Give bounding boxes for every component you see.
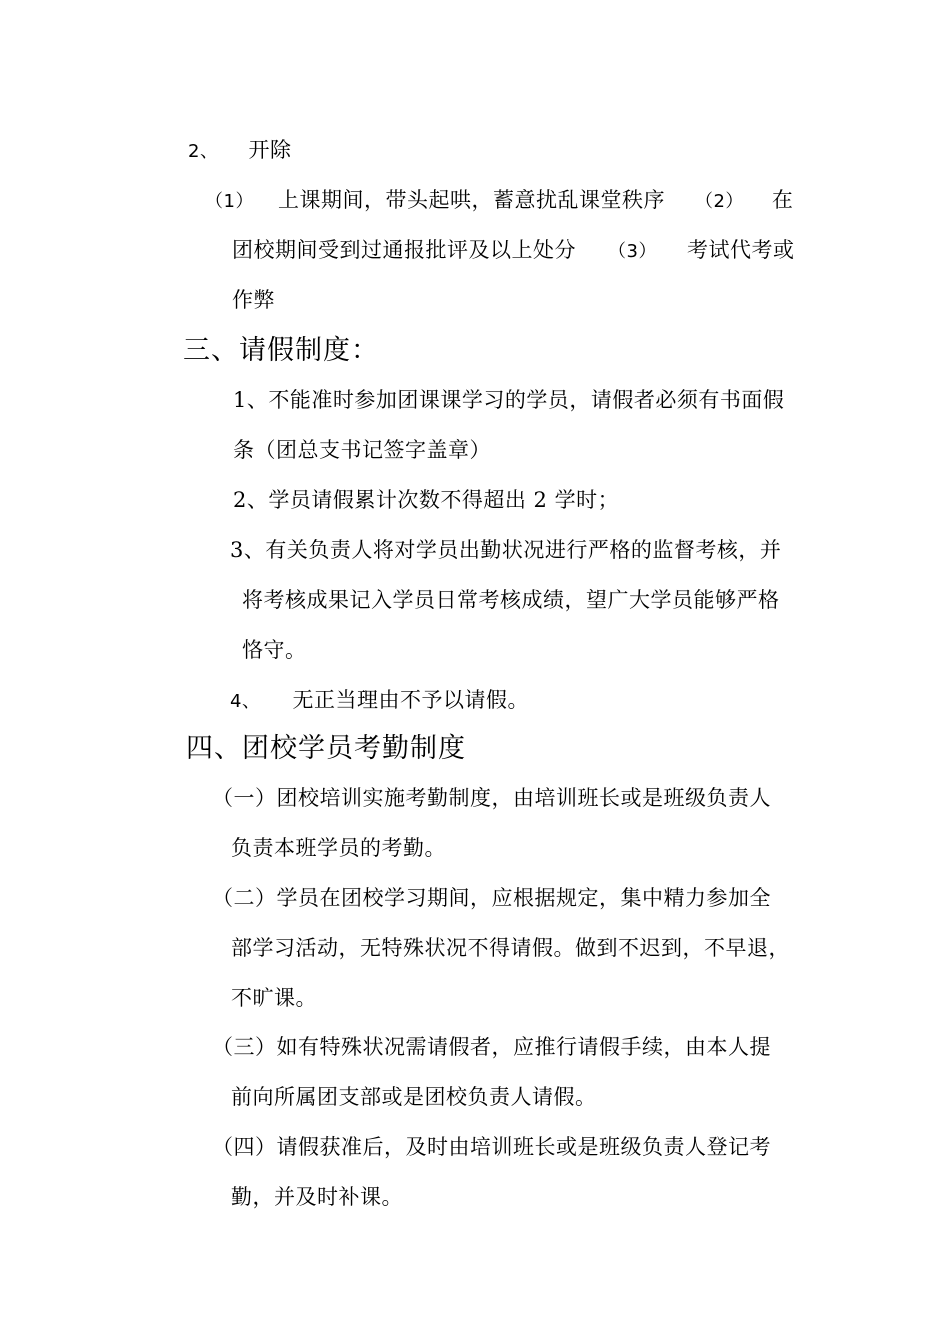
reason-1-number: （1） — [205, 191, 254, 212]
attendance-item-3-line-1: （三）如有特殊状况需请假者，应推行请假手续，由本人提 — [212, 1035, 771, 1059]
leave-item-1-line-1: 1、不能准时参加团课课学习的学员，请假者必须有书面假 — [233, 388, 785, 412]
item-2-title: 开除 — [248, 138, 292, 162]
attendance-item-4-line-2: 勤，并及时补课。 — [231, 1185, 403, 1209]
reason-2-number: （2） — [694, 191, 744, 212]
leave-item-3-line-2: 将考核成果记入学员日常考核成绩，望广大学员能够严格 — [242, 588, 780, 612]
item-2-heading — [188, 136, 291, 166]
leave-item-4-text: 无正当理由不予以请假。 — [292, 688, 529, 712]
expel-reasons-line-3 — [232, 286, 275, 314]
section-3-heading: 三、请假制度： — [183, 335, 379, 366]
reason-1-text: 上课期间，带头起哄，蓄意扰乱课堂秩序 — [277, 188, 665, 212]
attendance-item-1-line-2: 负责本班学员的考勤。 — [231, 836, 446, 860]
attendance-item-4-line-1: （四）请假获准后，及时由培训班长或是班级负责人登记考 — [212, 1135, 771, 1159]
leave-item-4 — [230, 686, 529, 716]
expel-reasons-line-2 — [232, 236, 794, 266]
reason-2-text-start: 在 — [771, 188, 794, 212]
leave-item-2: 2、学员请假累计次数不得超出 2 学时； — [233, 488, 620, 512]
reason-2-text-end: 团校期间受到过通报批评及以上处分 — [232, 238, 576, 262]
attendance-item-1-line-1: （一）团校培训实施考勤制度，由培训班长或是班级负责人 — [212, 786, 771, 810]
leave-item-4-number: 4、 — [230, 691, 261, 712]
attendance-item-2-line-2: 部学习活动，无特殊状况不得请假。做到不迟到，不早退， — [231, 936, 790, 960]
leave-item-1-line-2: 条（团总支书记签字盖章） — [233, 438, 491, 462]
expel-reasons-line-1 — [205, 186, 793, 216]
reason-3-text-start: 考试代考或 — [686, 238, 795, 262]
reason-3-text-end: 作弊 — [232, 288, 275, 312]
reason-3-number: （3） — [608, 241, 657, 262]
attendance-item-2-line-1: （二）学员在团校学习期间，应根据规定，集中精力参加全 — [212, 886, 771, 910]
attendance-item-3-line-2: 前向所属团支部或是团校负责人请假。 — [231, 1085, 597, 1109]
attendance-item-2-line-3: 不旷课。 — [231, 986, 317, 1010]
leave-item-3-line-1: 3、有关负责人将对学员出勤状况进行严格的监督考核，并 — [230, 538, 782, 562]
section-4-heading: 四、团校学员考勤制度 — [186, 733, 466, 764]
item-2-number: 2、 — [188, 141, 219, 162]
leave-item-3-line-3: 恪守。 — [242, 638, 307, 662]
